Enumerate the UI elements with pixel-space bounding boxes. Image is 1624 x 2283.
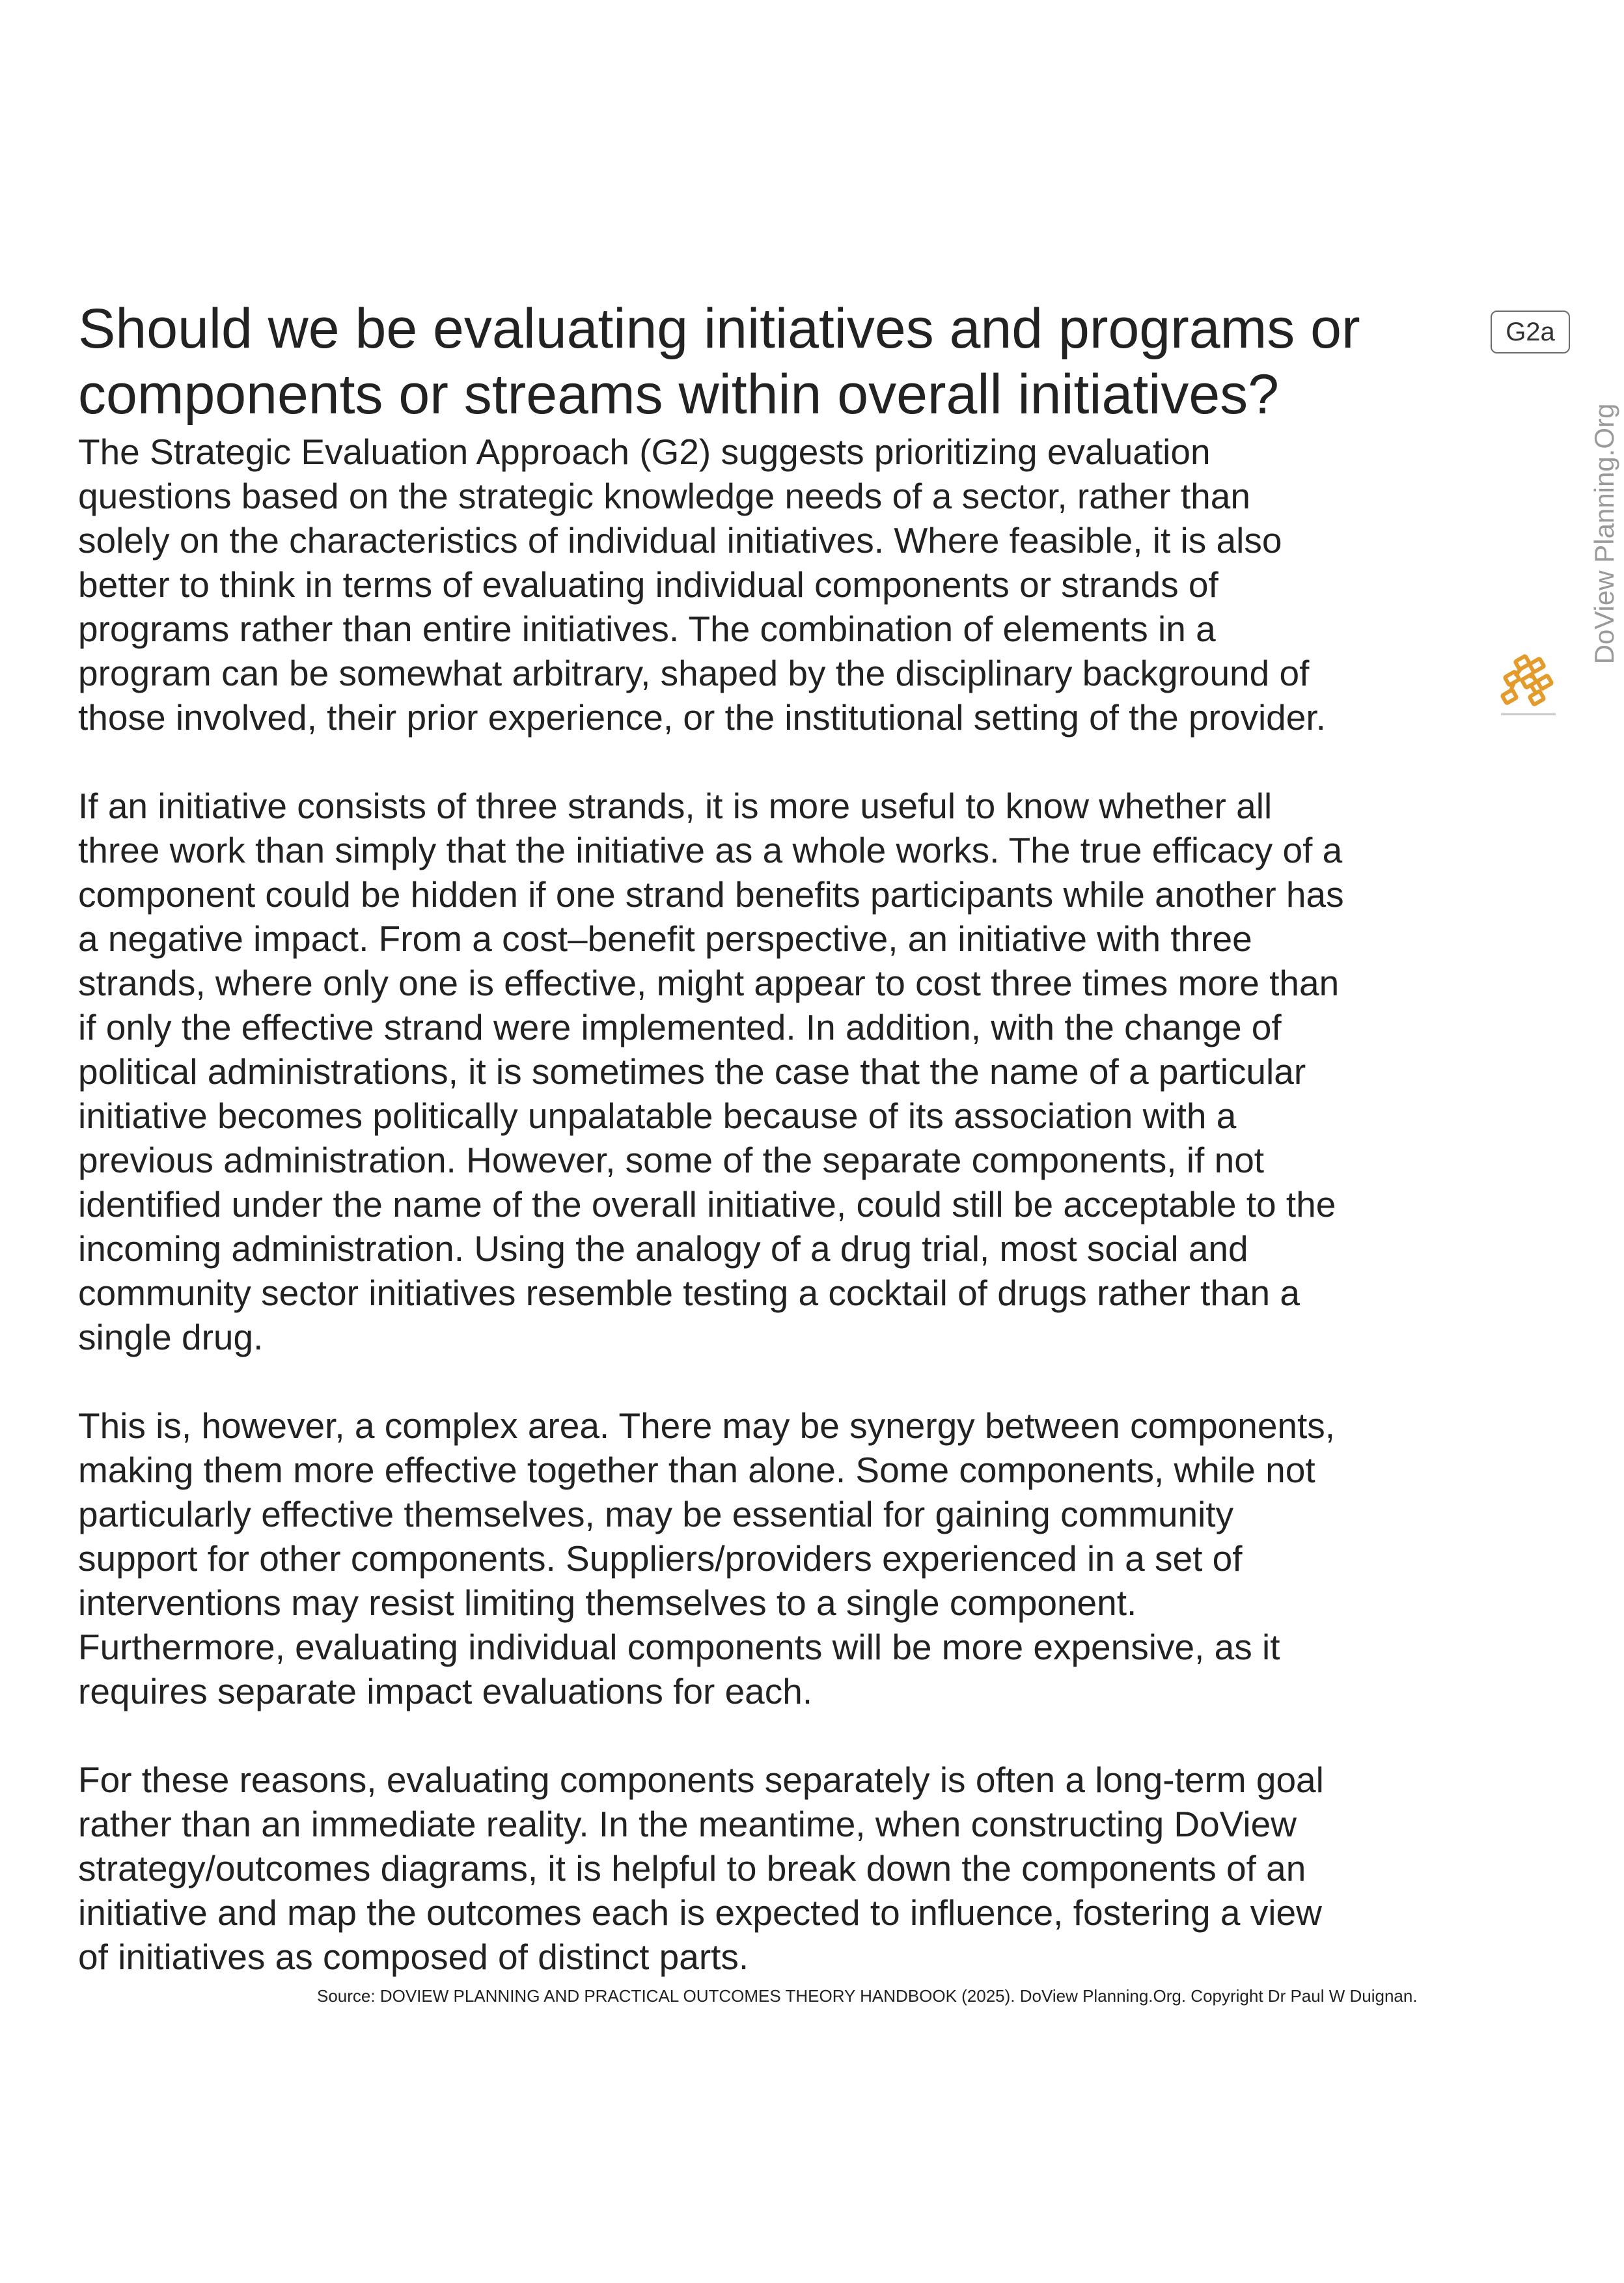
- text-line: The Strategic Evaluation Approach (G2) suggests prioritizing evaluation: [78, 432, 1211, 472]
- page-title: [78, 296, 1432, 428]
- text-line: single drug.: [78, 1317, 264, 1357]
- page-title-line: components or streams within overall initiatives?: [78, 363, 1280, 426]
- text-line: initiative and map the outcomes each is expected to influence, fostering a view: [78, 1892, 1322, 1933]
- text-line: incoming administration. Using the analogy of a drug trial, most social and: [78, 1228, 1248, 1269]
- text-line: solely on the characteristics of individual initiatives. Where feasible, it is also: [78, 520, 1282, 560]
- text-line: If an initiative consists of three strands, it is more useful to know whether all: [78, 786, 1273, 826]
- text-line: of initiatives as composed of distinct parts.: [78, 1937, 749, 1977]
- text-line: programs rather than entire initiatives. The combination of elements in a: [78, 609, 1216, 649]
- text-line: identified under the name of the overall initiative, could still be acceptable to the: [78, 1184, 1336, 1225]
- source-citation: Source: DOVIEW PLANNING AND PRACTICAL OUTCOMES THEORY HANDBOOK (2025). DoView Planning.Org. Copyright Dr Paul W Duignan.: [317, 1986, 1418, 2006]
- text-line: interventions may resist limiting themselves to a single component.: [78, 1583, 1137, 1623]
- text-line: particularly effective themselves, may be essential for gaining community: [78, 1494, 1234, 1534]
- page-title-line: Should we be evaluating initiatives and programs or: [78, 297, 1360, 360]
- text-line: three work than simply that the initiative as a whole works. The true efficacy of a: [78, 830, 1343, 870]
- text-line: those involved, their prior experience, or the institutional setting of the provider.: [78, 697, 1326, 738]
- text-line: previous administration. However, some of the separate components, if not: [78, 1140, 1265, 1180]
- section-badge: G2a: [1491, 311, 1570, 353]
- text-line: For these reasons, evaluating components separately is often a long-term goal: [78, 1760, 1324, 1800]
- body-text: [78, 430, 1452, 1979]
- doview-logo-icon: [1497, 654, 1560, 717]
- text-line: requires separate impact evaluations for each.: [78, 1671, 813, 1711]
- text-line: strands, where only one is effective, might appear to cost three times more than: [78, 963, 1340, 1003]
- text-line: political administrations, it is sometimes the case that the name of a particular: [78, 1051, 1306, 1092]
- text-line: component could be hidden if one strand benefits participants while another has: [78, 874, 1344, 915]
- text-line: Furthermore, evaluating individual components will be more expensive, as it: [78, 1627, 1280, 1667]
- text-line: a negative impact. From a cost–benefit perspective, an initiative with three: [78, 919, 1252, 959]
- paragraph-strategic-approach: [78, 430, 1452, 740]
- text-line: community sector initiatives resemble testing a cocktail of drugs rather than a: [78, 1273, 1300, 1313]
- text-line: strategy/outcomes diagrams, it is helpful to break down the components of an: [78, 1848, 1306, 1889]
- text-line: support for other components. Suppliers/providers experienced in a set of: [78, 1538, 1243, 1579]
- text-line: This is, however, a complex area. There may be synergy between components,: [78, 1405, 1336, 1446]
- text-line: initiative becomes politically unpalatable because of its association with a: [78, 1096, 1237, 1136]
- paragraph-conclusion: [78, 1758, 1452, 1979]
- text-line: program can be somewhat arbitrary, shaped by the disciplinary background of: [78, 653, 1310, 693]
- brand-name: DoView Planning.Org: [1589, 403, 1619, 665]
- text-line: questions based on the strategic knowledge needs of a sector, rather than: [78, 476, 1250, 516]
- text-line: if only the effective strand were implemented. In addition, with the change of: [78, 1007, 1282, 1047]
- text-line: making them more effective together than alone. Some components, while not: [78, 1450, 1315, 1490]
- text-line: better to think in terms of evaluating individual components or strands of: [78, 564, 1218, 605]
- paragraph-three-strands: [78, 784, 1452, 1359]
- paragraph-complex-area: [78, 1404, 1452, 1713]
- text-line: rather than an immediate reality. In the meantime, when constructing DoView: [78, 1804, 1297, 1844]
